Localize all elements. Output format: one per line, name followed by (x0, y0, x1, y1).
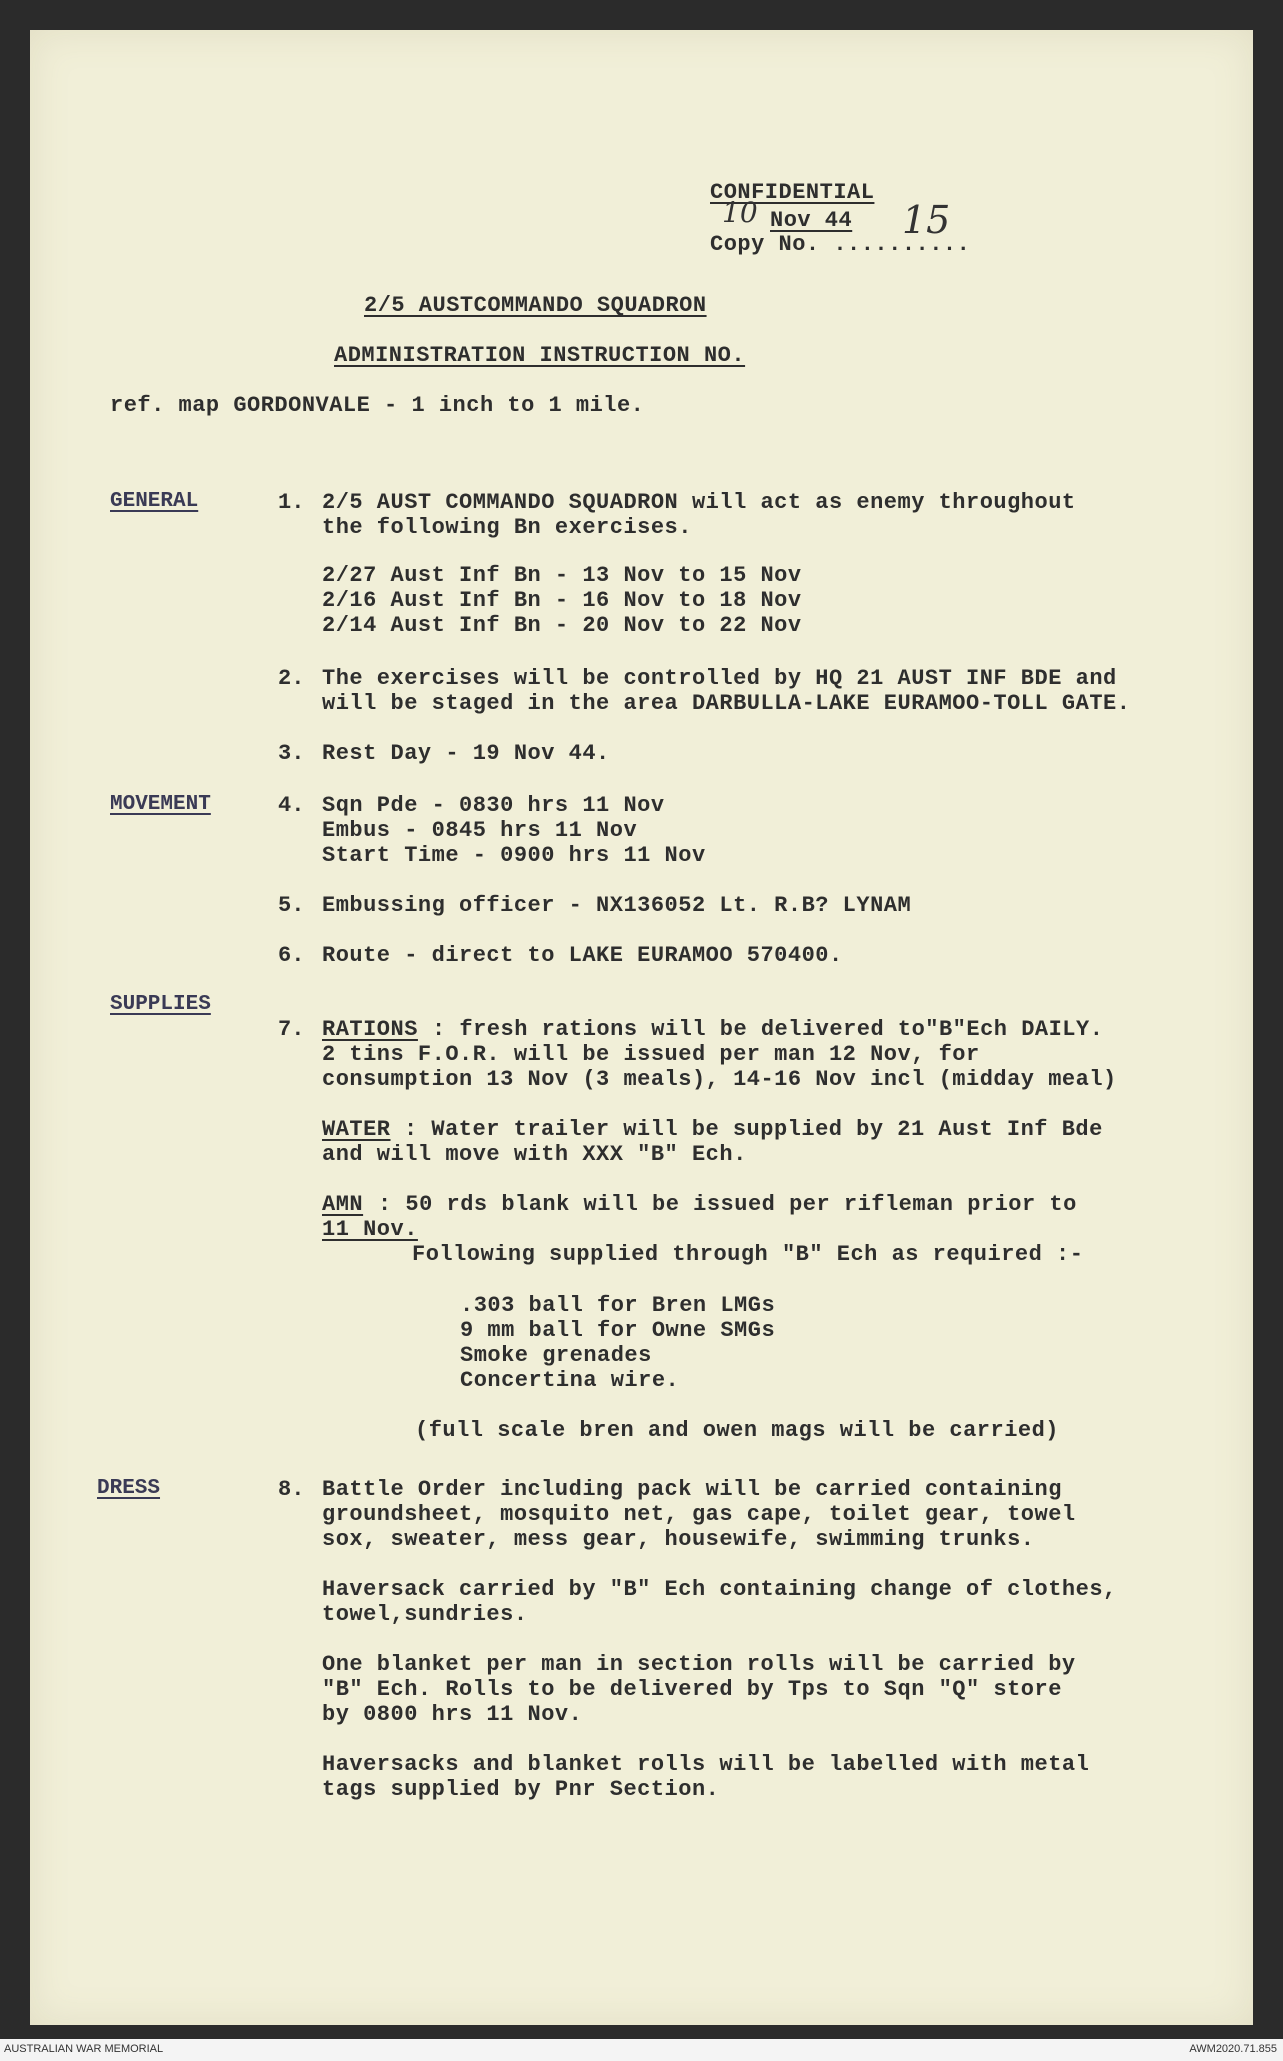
para-1-number: 1. (278, 490, 305, 515)
para-1-line: 2/5 AUST COMMANDO SQUADRON will act as enemy throughout (322, 490, 1076, 515)
para-8-line: Haversack carried by "B" Ech containing change of clothes, (322, 1577, 1117, 1602)
water-heading: WATER (322, 1117, 391, 1142)
exercise-item: 2/16 Aust Inf Bn - 16 Nov to 18 Nov (322, 588, 802, 613)
ammunition-item: Smoke grenades (460, 1343, 652, 1368)
ammunition-item: .303 ball for Bren LMGs (460, 1293, 776, 1318)
exercise-item: 2/14 Aust Inf Bn - 20 Nov to 22 Nov (322, 613, 802, 638)
para-5-line: Embussing officer - NX136052 Lt. R.B? LYNAM (322, 893, 912, 918)
document-date: Nov 44 (770, 208, 853, 233)
para-5-number: 5. (278, 893, 305, 918)
amn-line: 11 Nov. (322, 1217, 418, 1242)
para-8-line: sox, sweater, mess gear, housewife, swimming trunks. (322, 1527, 1035, 1552)
para-1-line: the following Bn exercises. (322, 515, 692, 540)
para-8-line: by 0800 hrs 11 Nov. (322, 1702, 583, 1727)
handwritten-copy-number: 15 (902, 198, 951, 242)
para-7-number: 7. (278, 1017, 305, 1042)
amn-line: (full scale bren and owen mags will be carried) (415, 1418, 1060, 1443)
ammunition-item: 9 mm ball for Owne SMGs (460, 1318, 776, 1343)
footer-institution: AUSTRALIAN WAR MEMORIAL (4, 2043, 164, 2055)
para-4-line: Embus - 0845 hrs 11 Nov (322, 818, 638, 843)
unit-title: 2/5 AUSTCOMMANDO SQUADRON (364, 293, 707, 318)
para-4-line: Start Time - 0900 hrs 11 Nov (322, 843, 706, 868)
para-2-line: The exercises will be controlled by HQ 21 AUST INF BDE and (322, 666, 1117, 691)
section-dress: DRESS (97, 1477, 161, 1500)
para-8-line: towel,sundries. (322, 1602, 528, 1627)
para-8-number: 8. (278, 1477, 305, 1502)
para-8-line: Battle Order including pack will be carried containing (322, 1477, 1062, 1502)
handwritten-date: 10 (722, 196, 758, 229)
para-4-number: 4. (278, 793, 305, 818)
archive-footer (0, 2039, 1283, 2061)
para-3-number: 3. (278, 741, 305, 766)
water-line: : Water trailer will be supplied by 21 Aust Inf Bde (404, 1117, 1103, 1142)
para-2-line: will be staged in the area DARBULLA-LAKE EURAMOO-TOLL GATE. (322, 691, 1131, 716)
para-7-line: consumption 13 Nov (3 meals), 14-16 Nov incl (midday meal) (322, 1067, 1117, 1092)
para-7-line: : fresh rations will be delivered to"B"Ech DAILY. (432, 1017, 1104, 1042)
amn-heading: AMN (322, 1192, 364, 1217)
instruction-title: ADMINISTRATION INSTRUCTION NO. (334, 343, 746, 368)
para-8-line: groundsheet, mosquito net, gas cape, toilet gear, towel (322, 1502, 1076, 1527)
para-7-line: 2 tins F.O.R. will be issued per man 12 Nov, for (322, 1042, 980, 1067)
section-movement: MOVEMENT (110, 793, 211, 816)
copy-number: Copy No. .......... (710, 232, 971, 257)
water-line: and will move with XXX "B" Ech. (322, 1142, 747, 1167)
exercise-item: 2/27 Aust Inf Bn - 13 Nov to 15 Nov (322, 563, 802, 588)
para-8-line: One blanket per man in section rolls will be carried by (322, 1652, 1076, 1677)
para-8-line: Haversacks and blanket rolls will be labelled with metal (322, 1752, 1090, 1777)
ammunition-item: Concertina wire. (460, 1368, 680, 1393)
amn-line: : 50 rds blank will be issued per rifleman prior to (378, 1192, 1077, 1217)
para-4-line: Sqn Pde - 0830 hrs 11 Nov (322, 793, 665, 818)
section-general: GENERAL (110, 490, 199, 513)
para-6-number: 6. (278, 943, 305, 968)
para-2-number: 2. (278, 666, 305, 691)
para-3-line: Rest Day - 19 Nov 44. (322, 741, 610, 766)
section-supplies: SUPPLIES (110, 993, 211, 1016)
para-6-line: Route - direct to LAKE EURAMOO 570400. (322, 943, 843, 968)
para-8-line: tags supplied by Pnr Section. (322, 1777, 720, 1802)
map-reference: ref. map GORDONVALE - 1 inch to 1 mile. (110, 393, 645, 418)
amn-line: Following supplied through "B" Ech as required :- (412, 1242, 1084, 1267)
classification-heading: CONFIDENTIAL (710, 180, 875, 205)
para-8-line: "B" Ech. Rolls to be delivered by Tps to Sqn "Q" store (322, 1677, 1062, 1702)
footer-reference: AWM2020.71.855 (1189, 2043, 1277, 2055)
rations-heading: RATIONS (322, 1017, 418, 1042)
